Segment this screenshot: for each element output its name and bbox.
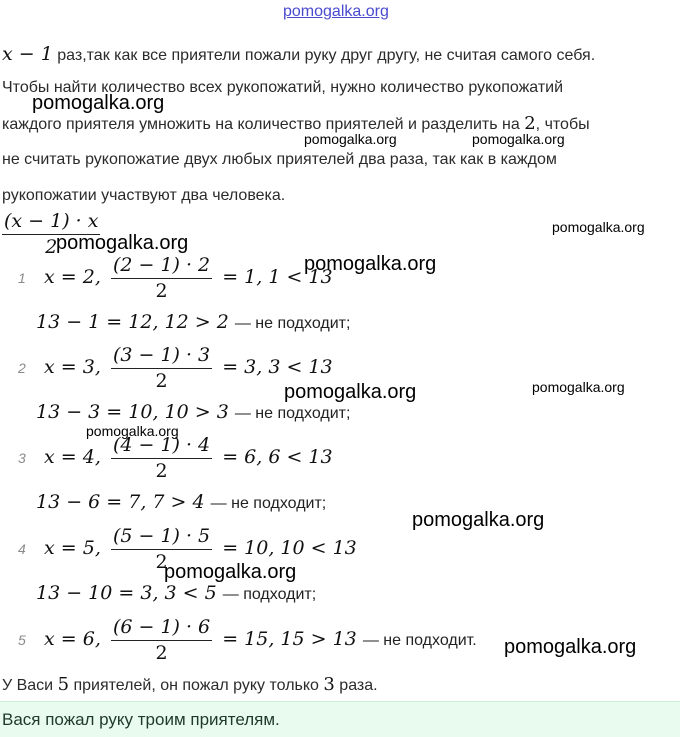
answer-box — [0, 701, 680, 737]
step-1-check — [36, 311, 350, 333]
answer-text: Вася пожал руку троим приятелям. — [2, 710, 280, 729]
watermark: pomogalka.org — [164, 561, 297, 583]
step-verdict: — не подходит; — [210, 495, 327, 512]
math-x-minus-1: x − 1 — [2, 43, 53, 65]
watermark: pomogalka.org — [412, 509, 545, 531]
step-denominator: 2 — [155, 460, 168, 482]
step-number: 4 — [18, 541, 26, 557]
step-number: 5 — [18, 632, 26, 648]
intro-line-1-text: раз,так как все приятели пожали руку друг другу, не считая самого себя. — [52, 47, 596, 64]
step-x: x = 4, — [44, 446, 101, 468]
formula-numerator: (x − 1) · x — [2, 210, 100, 235]
formula-denominator: 2 — [45, 236, 58, 258]
step-x: x = 3, — [44, 356, 101, 378]
step-x: x = 2, — [44, 266, 101, 288]
intro-line-1 — [2, 44, 595, 66]
step-5 — [18, 616, 477, 664]
paragraph-text: , чтобы — [535, 116, 590, 133]
watermark: pomogalka.org — [284, 381, 417, 403]
step-numerator: (2 − 1) · 2 — [111, 254, 212, 279]
paragraph-line: Чтобы найти количество всех рукопожатий, нужно количество рукопожатий — [2, 79, 564, 96]
watermark: pomogalka.org — [56, 232, 189, 254]
step-denominator: 2 — [155, 280, 168, 302]
step-1 — [18, 254, 333, 302]
step-number: 3 — [18, 450, 26, 466]
step-result: = 15, 15 > 13 — [222, 628, 357, 650]
watermark: pomogalka.org — [304, 131, 397, 147]
step-check: 13 − 1 = 12, 12 > 2 — [36, 311, 229, 333]
step-numerator: (5 − 1) · 5 — [111, 525, 212, 550]
step-verdict: — не подходит; — [234, 405, 351, 422]
step-3-check — [36, 491, 326, 513]
step-numerator: (4 − 1) · 4 — [111, 434, 212, 459]
watermark: pomogalka.org — [86, 423, 179, 439]
step-result: = 10, 10 < 13 — [222, 537, 357, 559]
math-number: 3 — [323, 674, 335, 695]
conclusion-line — [2, 675, 378, 696]
step-result: = 3, 3 < 13 — [222, 356, 333, 378]
header-watermark-link[interactable]: pomogalka.org — [283, 3, 389, 20]
step-2-check — [36, 401, 350, 423]
step-denominator: 2 — [155, 551, 168, 573]
step-check: 13 − 10 = 3, 3 < 5 — [36, 582, 217, 604]
step-denominator: 2 — [155, 370, 168, 392]
step-result: = 6, 6 < 13 — [222, 446, 333, 468]
step-3 — [18, 434, 333, 482]
watermark: pomogalka.org — [532, 379, 625, 395]
math-number: 5 — [57, 674, 70, 695]
conclusion-text: У Васи — [2, 677, 58, 694]
step-numerator: (6 − 1) · 6 — [111, 616, 212, 641]
step-verdict: — подходит; — [222, 586, 317, 603]
step-check: 13 − 3 = 10, 10 > 3 — [36, 401, 229, 423]
math-number: 2 — [524, 113, 536, 134]
step-denominator: 2 — [155, 642, 168, 664]
step-verdict: — не подходит. — [362, 632, 477, 649]
step-x: x = 5, — [44, 537, 101, 559]
step-x: x = 6, — [44, 628, 101, 650]
paragraph-line: не считать рукопожатие двух любых приятелей два раза, так как в каждом — [2, 151, 557, 168]
paragraph-line: рукопожатии участвуют два человека. — [2, 187, 286, 204]
step-numerator: (3 − 1) · 3 — [111, 344, 212, 369]
step-4-check — [36, 582, 316, 604]
conclusion-text: раза. — [334, 677, 378, 694]
step-number: 2 — [18, 360, 26, 376]
watermark: pomogalka.org — [304, 253, 437, 275]
watermark: pomogalka.org — [472, 131, 565, 147]
watermark: pomogalka.org — [552, 219, 645, 235]
paragraph-text: каждого приятеля умножить на количество приятелей и разделить на — [2, 116, 525, 133]
step-verdict: — не подходит; — [234, 315, 351, 332]
watermark: pomogalka.org — [504, 636, 637, 658]
step-number: 1 — [18, 270, 26, 286]
watermark: pomogalka.org — [32, 92, 165, 114]
step-result: = 1, 1 < 13 — [222, 266, 333, 288]
step-check: 13 − 6 = 7, 7 > 4 — [36, 491, 205, 513]
conclusion-text: приятелей, он пожал руку только — [69, 677, 324, 694]
